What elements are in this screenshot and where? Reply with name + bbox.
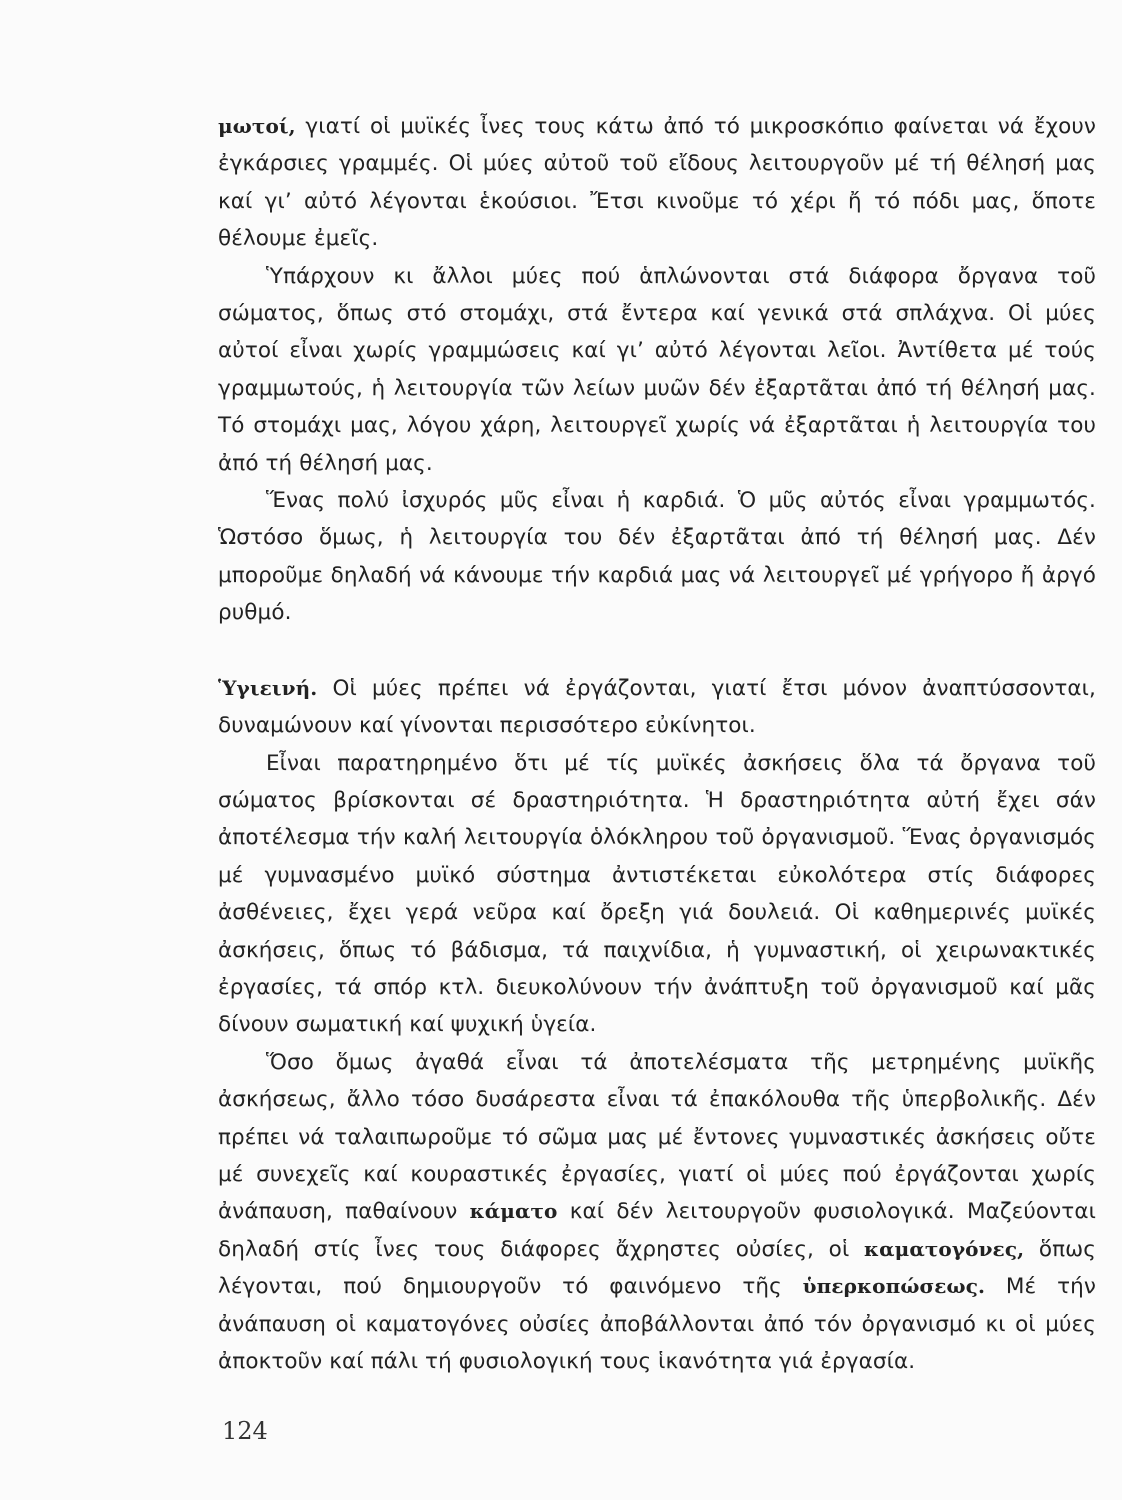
paragraph-smooth-muscles <box>218 258 1096 482</box>
bold-term: ὑπερκοπώσεως. <box>802 1274 986 1299</box>
paragraph-text: Ὑπάρχουν κι ἄλλοι μύες πού ἁπλώνονται στά διάφορα ὄργανα τοῦ σώματος, ὅπως στό στομάχι, στά ἔντερα καί γενικά στά σπλάχνα. Οἱ μύες αὐτοί εἶναι χωρίς γραμμώσεις καί γι’ αὐτό λέγονται λεῖοι. Ἀντίθετα μέ τούς γραμμωτούς, ἡ λειτουργία τῶν λείων μυῶν δέν ἐξαρτᾶται ἀπό τή θέλησή μας. Τό στομάχι μας, λόγου χάρη, λειτουργεῖ χωρίς νά ἐξαρτᾶται ἡ λειτουργία του ἀπό τή θέλησή μας. <box>218 263 1096 476</box>
paragraph-hygiene <box>218 670 1096 745</box>
paragraph-text: γιατί οἱ μυϊκές ἶνες τους κάτω ἀπό τό μικροσκόπιο φαίνεται νά ἔχουν ἐγκάρσιες γραμμές. Οἱ μύες αὐτοῦ τοῦ εἴδους λειτουργοῦν μέ τή θέλησή μας καί γι’ αὐτό λέγονται ἑκούσιοι. Ἔτσι κινοῦμε τό χέρι ἤ τό πόδι μας, ὅποτε θέλουμε ἐμεῖς. <box>218 114 1096 252</box>
page-number: 124 <box>222 1417 268 1445</box>
paragraph-heart <box>218 482 1096 632</box>
paragraph-fatigue <box>218 1044 1096 1381</box>
paragraph-text: Οἱ μύες πρέπει νά ἐργάζονται, γιατί ἔτσι μόνον ἀναπτύσσονται, δυναμώνουν καί γίνονται περισσότερο εὐκίνητοι. <box>218 675 1096 739</box>
bold-term: κάματο <box>469 1199 558 1224</box>
paragraph-text: ὅπως λέγονται, πού δημιουργοῦν τό φαινόμενο τῆς <box>218 1236 1096 1300</box>
paragraph-text: Ὅσο ὅμως ἀγαθά εἶναι τά ἀποτελέσματα τῆς μετρημένης μυϊκῆς ἀσκήσεως, ἄλλο τόσο δυσάρεστα εἶναι τά ἐπακόλουθα τῆς ὑπερβολικῆς. Δέν πρέπει νά ταλαιπωροῦμε τό σῶμα μας μέ ἔντονες γυμναστικές ἀσκήσεις οὔτε μέ συνεχεῖς καί κουραστικές ἐργασίες, γιατί οἱ μύες πού ἐργάζονται χωρίς ἀνάπαυση, παθαίνουν <box>218 1049 1096 1225</box>
paragraph-continued <box>218 108 1096 258</box>
paragraph-text: Εἶναι παρατηρημένο ὅτι μέ τίς μυϊκές ἀσκήσεις ὅλα τά ὄργανα τοῦ σώματος βρίσκονται σέ δραστηριότητα. Ἡ δραστηριότητα αὐτή ἔχει σάν ἀποτέλεσμα τήν καλή λειτουργία ὁλόκληρου τοῦ ὀργανισμοῦ. Ἕνας ὀργανισμός μέ γυμνασμένο μυϊκό σύστημα ἀντιστέκεται εὐκολότερα στίς διάφορες ἀσθένειες, ἔχει γερά νεῦρα καί ὄρεξη γιά δουλειά. Οἱ καθημερινές μυϊκές ἀσκήσεις, ὅπως τό βάδισμα, τά παιχνίδια, ἡ γυμναστική, οἱ χειρωνακτικές ἐργασίες, τά σπόρ κτλ. διευκολύνουν τήν ἀνάπτυξη τοῦ ὀργανισμοῦ καί μᾶς δίνουν σωματική καί ψυχική ὑγεία. <box>218 750 1096 1038</box>
bold-term: καματογόνες, <box>864 1236 1025 1261</box>
bold-term: μωτοί, <box>218 114 296 138</box>
paragraph-text: καί δέν λειτουργοῦν φυσιολογικά. Μαζεύονται δηλαδή στίς ἶνες τους διάφορες ἄχρηστες οὐσίες, οἱ <box>218 1199 1096 1262</box>
section-heading: Ὑγιεινή. <box>218 675 318 700</box>
body-text <box>218 108 1096 1380</box>
paragraph-text: Ἕνας πολύ ἰσχυρός μῦς εἶναι ἡ καρδιά. Ὁ μῦς αὐτός εἶναι γραμμωτός. Ὡστόσο ὅμως, ἡ λειτουργία του δέν ἐξαρτᾶται ἀπό τή θέλησή μας. Δέν μποροῦμε δηλαδή νά κάνουμε τήν καρδιά μας νά λειτουργεῖ μέ γρήγορο ἤ ἀργό ρυθμό. <box>218 488 1096 626</box>
paragraph-text: Μέ τήν ἀνάπαυση οἱ καματογόνες οὐσίες ἀποβάλλονται ἀπό τόν ὀργανισμό κι οἱ μύες ἀποκτοῦν καί πάλι τή φυσιολογική τους ἱκανότητα γιά ἐργασία. <box>218 1274 1097 1374</box>
paragraph-exercise <box>218 745 1096 1044</box>
